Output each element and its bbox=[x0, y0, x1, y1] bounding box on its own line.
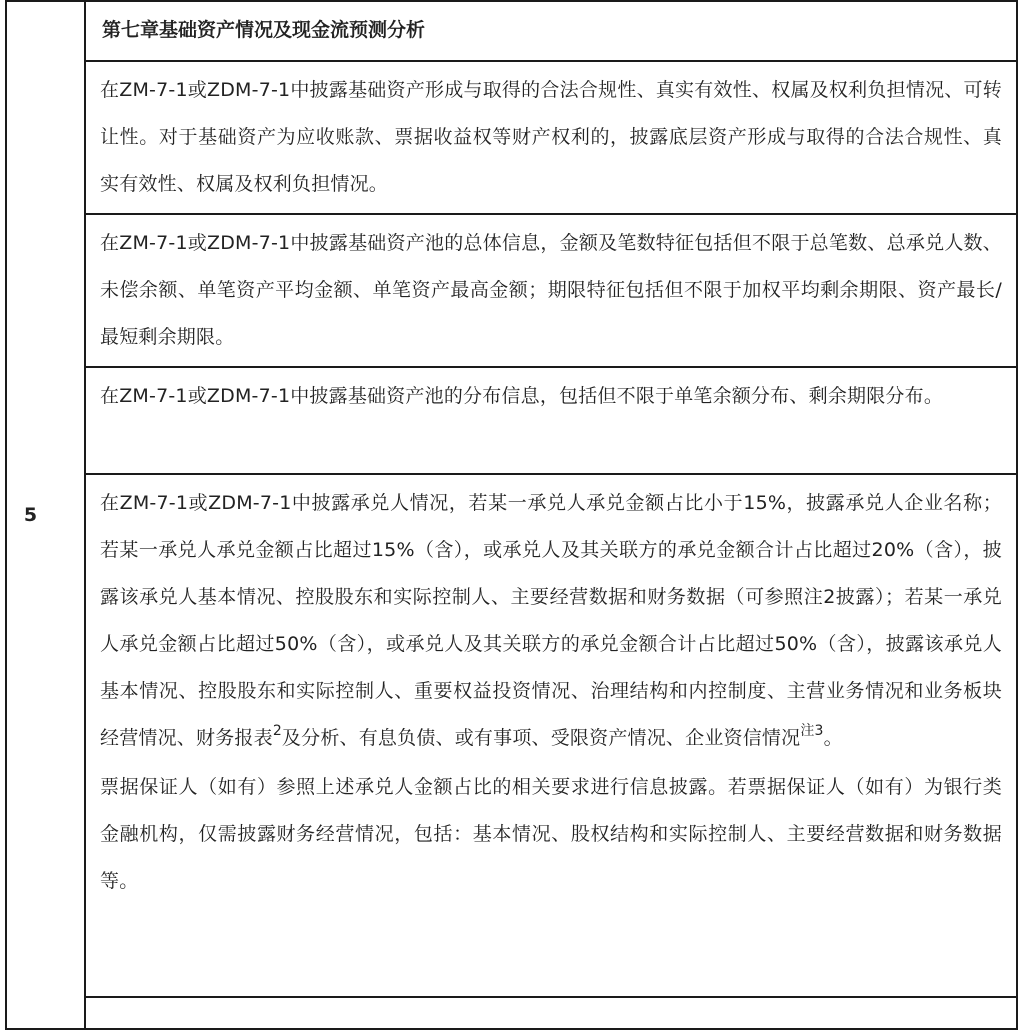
paragraph-guarantor-info: 票据保证人（如有）参照上述承兑人金额占比的相关要求进行信息披露。若票据保证人（如有）为银行类金融机构，仅需披露财务经营情况，包括：基本情况、股权结构和实际控制人、主要经营数据和财务数据等。 bbox=[100, 776, 1002, 893]
row-number-cell bbox=[6, 1, 85, 1029]
acceptor-text-part1: 在ZM-7-1或ZDM-7-1中披露承兑人情况，若某一承兑人承兑金额占比小于15%，披露承兑人企业名称；若某一承兑人承兑金额占比超过15%（含），或承兑人及其关联方的承兑金额合计占比超过20%（含），披露该承兑人基本情况、控股股东和实际控制人、主要经营数据和财务数据（可参照注2披露）；若某一承兑人承兑金额占比超过50%（含），或承兑人及其关联方的承兑金额合计占比超过50%（含），披露该承兑人基本情况、控股股东和实际控制人、重要权益投资情况、治理结构和内控制度、主营业务情况和业务板块经营情况、财务报表 bbox=[100, 492, 1002, 750]
table-row bbox=[6, 474, 1017, 997]
content-cell bbox=[85, 474, 1017, 997]
row-number: 5 bbox=[23, 504, 38, 526]
acceptor-text-part2: 及分析、有息负债、或有事项、受限资产情况、企业资信情况 bbox=[281, 727, 801, 750]
table-row-title bbox=[6, 1, 1017, 61]
title-cell bbox=[85, 1, 1017, 61]
paragraph-pool-overview: 在ZM-7-1或ZDM-7-1中披露基础资产池的总体信息，金额及笔数特征包括但不限于总笔数、总承兑人数、未偿余额、单笔资产平均金额、单笔资产最高金额；期限特征包括但不限于加权平均剩余期限、资产最长/最短剩余期限。 bbox=[100, 231, 1002, 348]
content-cell bbox=[85, 61, 1017, 214]
footnote-ref-2: 2 bbox=[272, 723, 282, 740]
paragraph-pool-distribution: 在ZM-7-1或ZDM-7-1中披露基础资产池的分布信息，包括但不限于单笔余额分布、剩余期限分布。 bbox=[100, 385, 944, 408]
table-row bbox=[6, 214, 1017, 367]
chapter-title: 第七章基础资产情况及现金流预测分析 bbox=[102, 19, 426, 41]
acceptor-text-part3: 。 bbox=[823, 727, 843, 750]
content-cell-empty bbox=[85, 997, 1017, 1029]
table-row bbox=[6, 367, 1017, 474]
disclosure-table bbox=[5, 0, 1018, 1030]
paragraph-asset-legality: 在ZM-7-1或ZDM-7-1中披露基础资产形成与取得的合法合规性、真实有效性、权属及权利负担情况、可转让性。对于基础资产为应收账款、票据收益权等财产权利的，披露底层资产形成与取得的合法合规性、真实有效性、权属及权利负担情况。 bbox=[100, 78, 1002, 195]
paragraph-acceptor-info bbox=[100, 475, 1002, 764]
content-cell bbox=[85, 367, 1017, 474]
table-row bbox=[6, 61, 1017, 214]
content-cell bbox=[85, 214, 1017, 367]
table-row bbox=[6, 997, 1017, 1029]
footnote-ref-3: 注3 bbox=[800, 723, 824, 740]
